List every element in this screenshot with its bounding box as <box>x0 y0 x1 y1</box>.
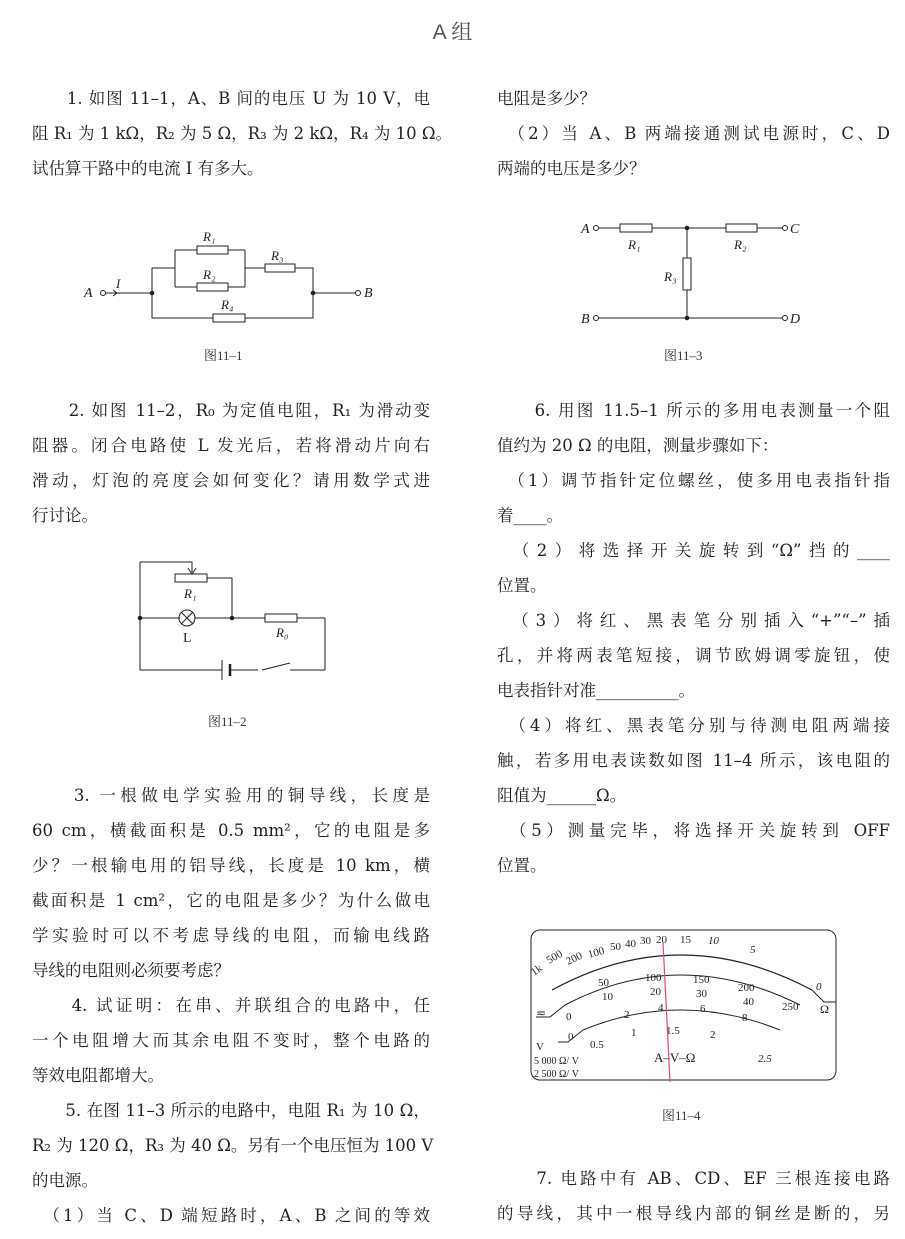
label-a: A <box>581 222 590 237</box>
dial-spec: 5 000 Ω/ V <box>534 1056 579 1067</box>
ohm-tick-label: 500 <box>544 947 565 967</box>
text-line: 4. 试证明：在串、并联组合的电路中，任 <box>32 996 430 1015</box>
text-line: 截面积是 1 cm²，它的电阻是多少？为什么做电 <box>32 891 430 910</box>
text-line: 阻器。闭合电路使 L 发光后，若将滑动片向右 <box>32 436 430 455</box>
text-line: 5. 在图 11–3 所示的电路中，电阻 R₁ 为 10 Ω， <box>32 1101 430 1120</box>
text-line: 孔，并将两表笔短接，调节欧姆调零旋钮，使 <box>497 646 890 665</box>
low-tick-label: 0.5 <box>590 1039 604 1051</box>
label-r4: R₄ <box>221 297 234 312</box>
text-line: （5）测量完毕，将选择开关旋转到 OFF <box>497 821 890 840</box>
dial-spec: 2 500 Ω/ V <box>534 1069 579 1080</box>
ohm-tick-label: 100 <box>586 945 606 961</box>
section-heading: A 组 <box>432 21 473 44</box>
low-tick-label: 0 <box>568 1031 574 1043</box>
low-tick-label: 1.5 <box>666 1025 680 1037</box>
ohm-tick-label: 15 <box>680 934 691 946</box>
text-line: 的导线，其中一根导线内部的铜丝是断的，另 <box>497 1204 890 1223</box>
mid-tick-label: 50 <box>598 977 609 989</box>
text-line: 行讨论。 <box>32 506 98 525</box>
text-line: 滑动，灯泡的亮度会如何变化？请用数学式进 <box>32 471 430 490</box>
text-line: 等效电阻都增大。 <box>32 1066 164 1085</box>
text-line: 触，若多用电表读数如图 11–4 所示，该电阻的 <box>497 751 890 770</box>
circuit-fig-11-1 <box>83 229 373 322</box>
text-line: 学实验时可以不考虑导线的电阻，而输电线路 <box>32 926 430 945</box>
label-i: I <box>116 276 121 291</box>
mid-tick-label: 100 <box>645 972 662 984</box>
low-tick-label: 2.5 <box>758 1053 772 1065</box>
text-line: 阻 R₁ 为 1 kΩ，R₂ 为 5 Ω，R₃ 为 2 kΩ，R₄ 为 10 Ω。 <box>32 124 453 143</box>
label-r1: R₁ <box>203 229 216 244</box>
ohm-tick-label: 30 <box>640 935 651 947</box>
label-d: D <box>790 312 801 327</box>
mid2-tick-label: 20 <box>650 986 661 998</box>
circuit-fig-11-2 <box>138 562 325 680</box>
text-line: 6. 用图 11.5–1 所示的多用电表测量一个阻 <box>497 401 890 420</box>
low-tick-label: 2 <box>710 1029 716 1041</box>
text-line: （2）将选择开关旋转到“Ω”挡的____ <box>497 541 890 560</box>
caption-fig-11-1: 图11–1 <box>204 348 243 363</box>
v-tick-label: 6 <box>700 1003 706 1015</box>
text-line: 试估算干路中的电流 I 有多大。 <box>32 159 264 178</box>
text-line: （2）当 A、B 两端接通测试电源时，C、D <box>497 124 890 143</box>
v-tick-label: 4 <box>658 1002 664 1014</box>
text-line: R₂ 为 120 Ω，R₃ 为 40 Ω。另有一个电压恒为 100 V <box>32 1136 434 1155</box>
caption-fig-11-3: 图11–3 <box>664 348 703 363</box>
mid-tick-label: 150 <box>693 974 710 986</box>
ohm-tick-label: 50 <box>610 941 621 953</box>
text-line: 的电源。 <box>32 1171 98 1190</box>
label-r1: R₁ <box>628 237 641 252</box>
label-r3: R₃ <box>664 269 677 284</box>
text-line: 电表指针对准__________。 <box>497 681 695 700</box>
mid-tick-label: 250 <box>782 1001 799 1013</box>
label-b: B <box>364 286 373 301</box>
caption-fig-11-4: 图11–4 <box>662 1108 701 1123</box>
text-line: 60 cm，横截面积是 0.5 mm²，它的电阻是多 <box>32 821 430 840</box>
ohm-tick-label: 20 <box>656 934 667 946</box>
ohm-tick-label: 1k <box>528 962 545 979</box>
circuit-fig-11-3 <box>580 222 800 327</box>
ohm-tick-label: 40 <box>625 938 636 950</box>
text-line: 2. 如图 11–2，R₀ 为定值电阻，R₁ 为滑动变 <box>32 401 430 420</box>
mid2-tick-label: 10 <box>602 991 613 1003</box>
label-r2: R₂ <box>203 267 216 282</box>
low-tick-label: 1 <box>631 1027 637 1039</box>
caption-fig-11-2: 图11–2 <box>208 714 247 729</box>
label-r1: R₁ <box>184 586 197 601</box>
text-line: 一个电阻增大而其余电阻不变时，整个电路的 <box>32 1031 430 1050</box>
text-line: 阻值为______Ω。 <box>497 786 627 805</box>
mid2-tick-label: 30 <box>696 988 707 1000</box>
text-line: 电阻是多少？ <box>497 89 596 108</box>
text-line: 位置。 <box>497 856 547 875</box>
label-r2: R₂ <box>734 237 747 252</box>
label-r3: R₃ <box>271 248 284 263</box>
ohm-tick-label: 0 <box>816 981 822 993</box>
text-line: 少？一根输电用的铝导线，长度是 10 km，横 <box>32 856 430 875</box>
dial-center-label: A–V–Ω <box>654 1050 696 1065</box>
text-line: （4）将红、黑表笔分别与待测电阻两端接 <box>497 716 890 735</box>
text-line: 两端的电压是多少？ <box>497 159 646 178</box>
dc-symbol: ≂ <box>536 1006 547 1020</box>
ohm-symbol: Ω <box>820 1002 829 1016</box>
label-b: B <box>581 312 590 327</box>
text-line: 导线的电阻则必须要考虑？ <box>32 961 230 980</box>
text-line: 着____。 <box>497 506 563 525</box>
text-line: 1. 如图 11–1，A、B 间的电压 U 为 10 V，电 <box>32 89 430 108</box>
text-line: （1）调节指针定位螺丝，使多用电表指针指 <box>497 471 890 490</box>
mid2-tick-label: 0 <box>566 1011 572 1023</box>
text-line: 3. 一根做电学实验用的铜导线，长度是 <box>32 786 430 805</box>
v-tick-label: 2 <box>624 1009 630 1021</box>
ohm-tick-label: 5 <box>750 944 756 956</box>
text-line: （1）当 C、D 端短路时，A、B 之间的等效 <box>32 1206 430 1225</box>
mid2-tick-label: 40 <box>743 996 754 1008</box>
v-tick-label: 8 <box>742 1012 748 1024</box>
label-c: C <box>790 222 800 237</box>
ohm-tick-label: 200 <box>564 949 585 968</box>
label-lamp: L <box>183 631 192 646</box>
label-r0: R₀ <box>276 625 289 640</box>
mid-tick-label: 200 <box>738 982 755 994</box>
text-line: 位置。 <box>497 576 547 595</box>
text-line: （3）将红、黑表笔分别插入“+”“–”插 <box>497 611 890 630</box>
ohm-tick-label: 10 <box>708 935 719 947</box>
multimeter-dial-fig-11-4 <box>529 930 836 1082</box>
text-line: 值约为 20 Ω 的电阻，测量步骤如下： <box>497 436 779 455</box>
text-line: 7. 电路中有 AB、CD、EF 三根连接电路 <box>497 1169 890 1188</box>
v-symbol: V <box>536 1041 544 1053</box>
label-a: A <box>84 286 93 301</box>
